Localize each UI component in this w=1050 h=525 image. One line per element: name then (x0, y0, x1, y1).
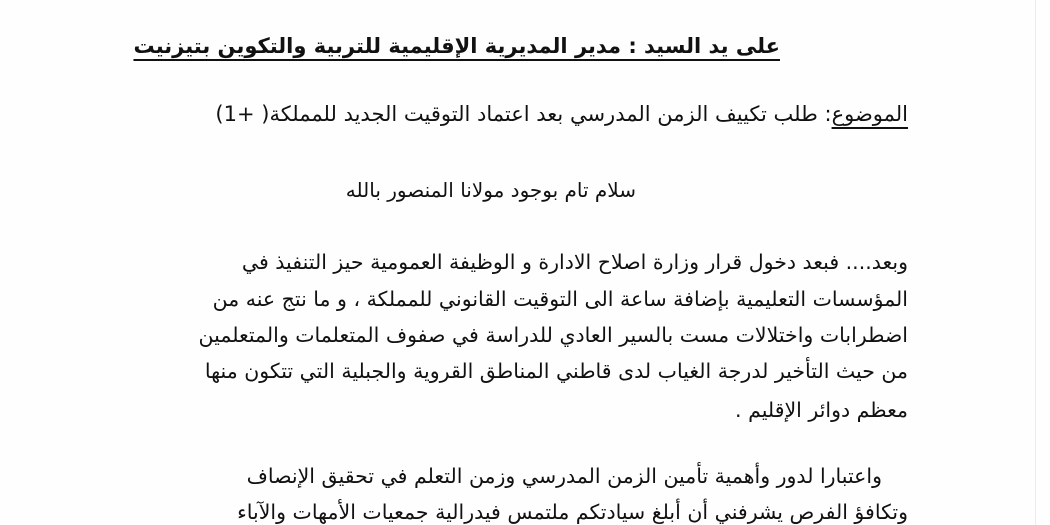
paragraph1-line: من حيث التأخير لدرجة الغياب لدى قاطني المناطق القروية والجبلية التي تتكون منها (204, 359, 908, 383)
paragraph1-line: اضطرابات واختلالات مست بالسير العادي للدراسة في صفوف المتعلمات والمتعلمين (198, 323, 908, 347)
page-edge (1035, 0, 1036, 525)
paragraph1-line: المؤسسات التعليمية بإضافة ساعة الى التوقيت القانوني للمملكة ، و ما نتج عنه من (212, 287, 908, 311)
letter-recipient-header: على يد السيد : مدير المديرية الإقليمية للتربية والتكوين بتيزنيت (133, 34, 780, 58)
paragraph2-line: وتكافؤ الفرص يشرفني أن أبلغ سيادتكم ملتمس فيدرالية جمعيات الأمهات والآباء (237, 500, 908, 524)
paragraph1-line: وبعد.... فبعد دخول قرار وزارة اصلاح الادارة و الوظيفة العمومية حيز التنفيذ في (241, 250, 908, 274)
paragraph1-line: معظم دوائر الإقليم . (735, 398, 908, 422)
paragraph2-line: واعتبارا لدور وأهمية تأمين الزمن المدرسي وزمن التعلم في تحقيق الإنصاف (246, 464, 882, 488)
subject-label: الموضوع (831, 102, 908, 126)
letter-subject-line (215, 102, 908, 126)
letter-greeting: سلام تام بوجود مولانا المنصور بالله (345, 178, 636, 202)
subject-text: : طلب تكييف الزمن المدرسي بعد اعتماد التوقيت الجديد للمملكة( +1) (215, 102, 832, 126)
